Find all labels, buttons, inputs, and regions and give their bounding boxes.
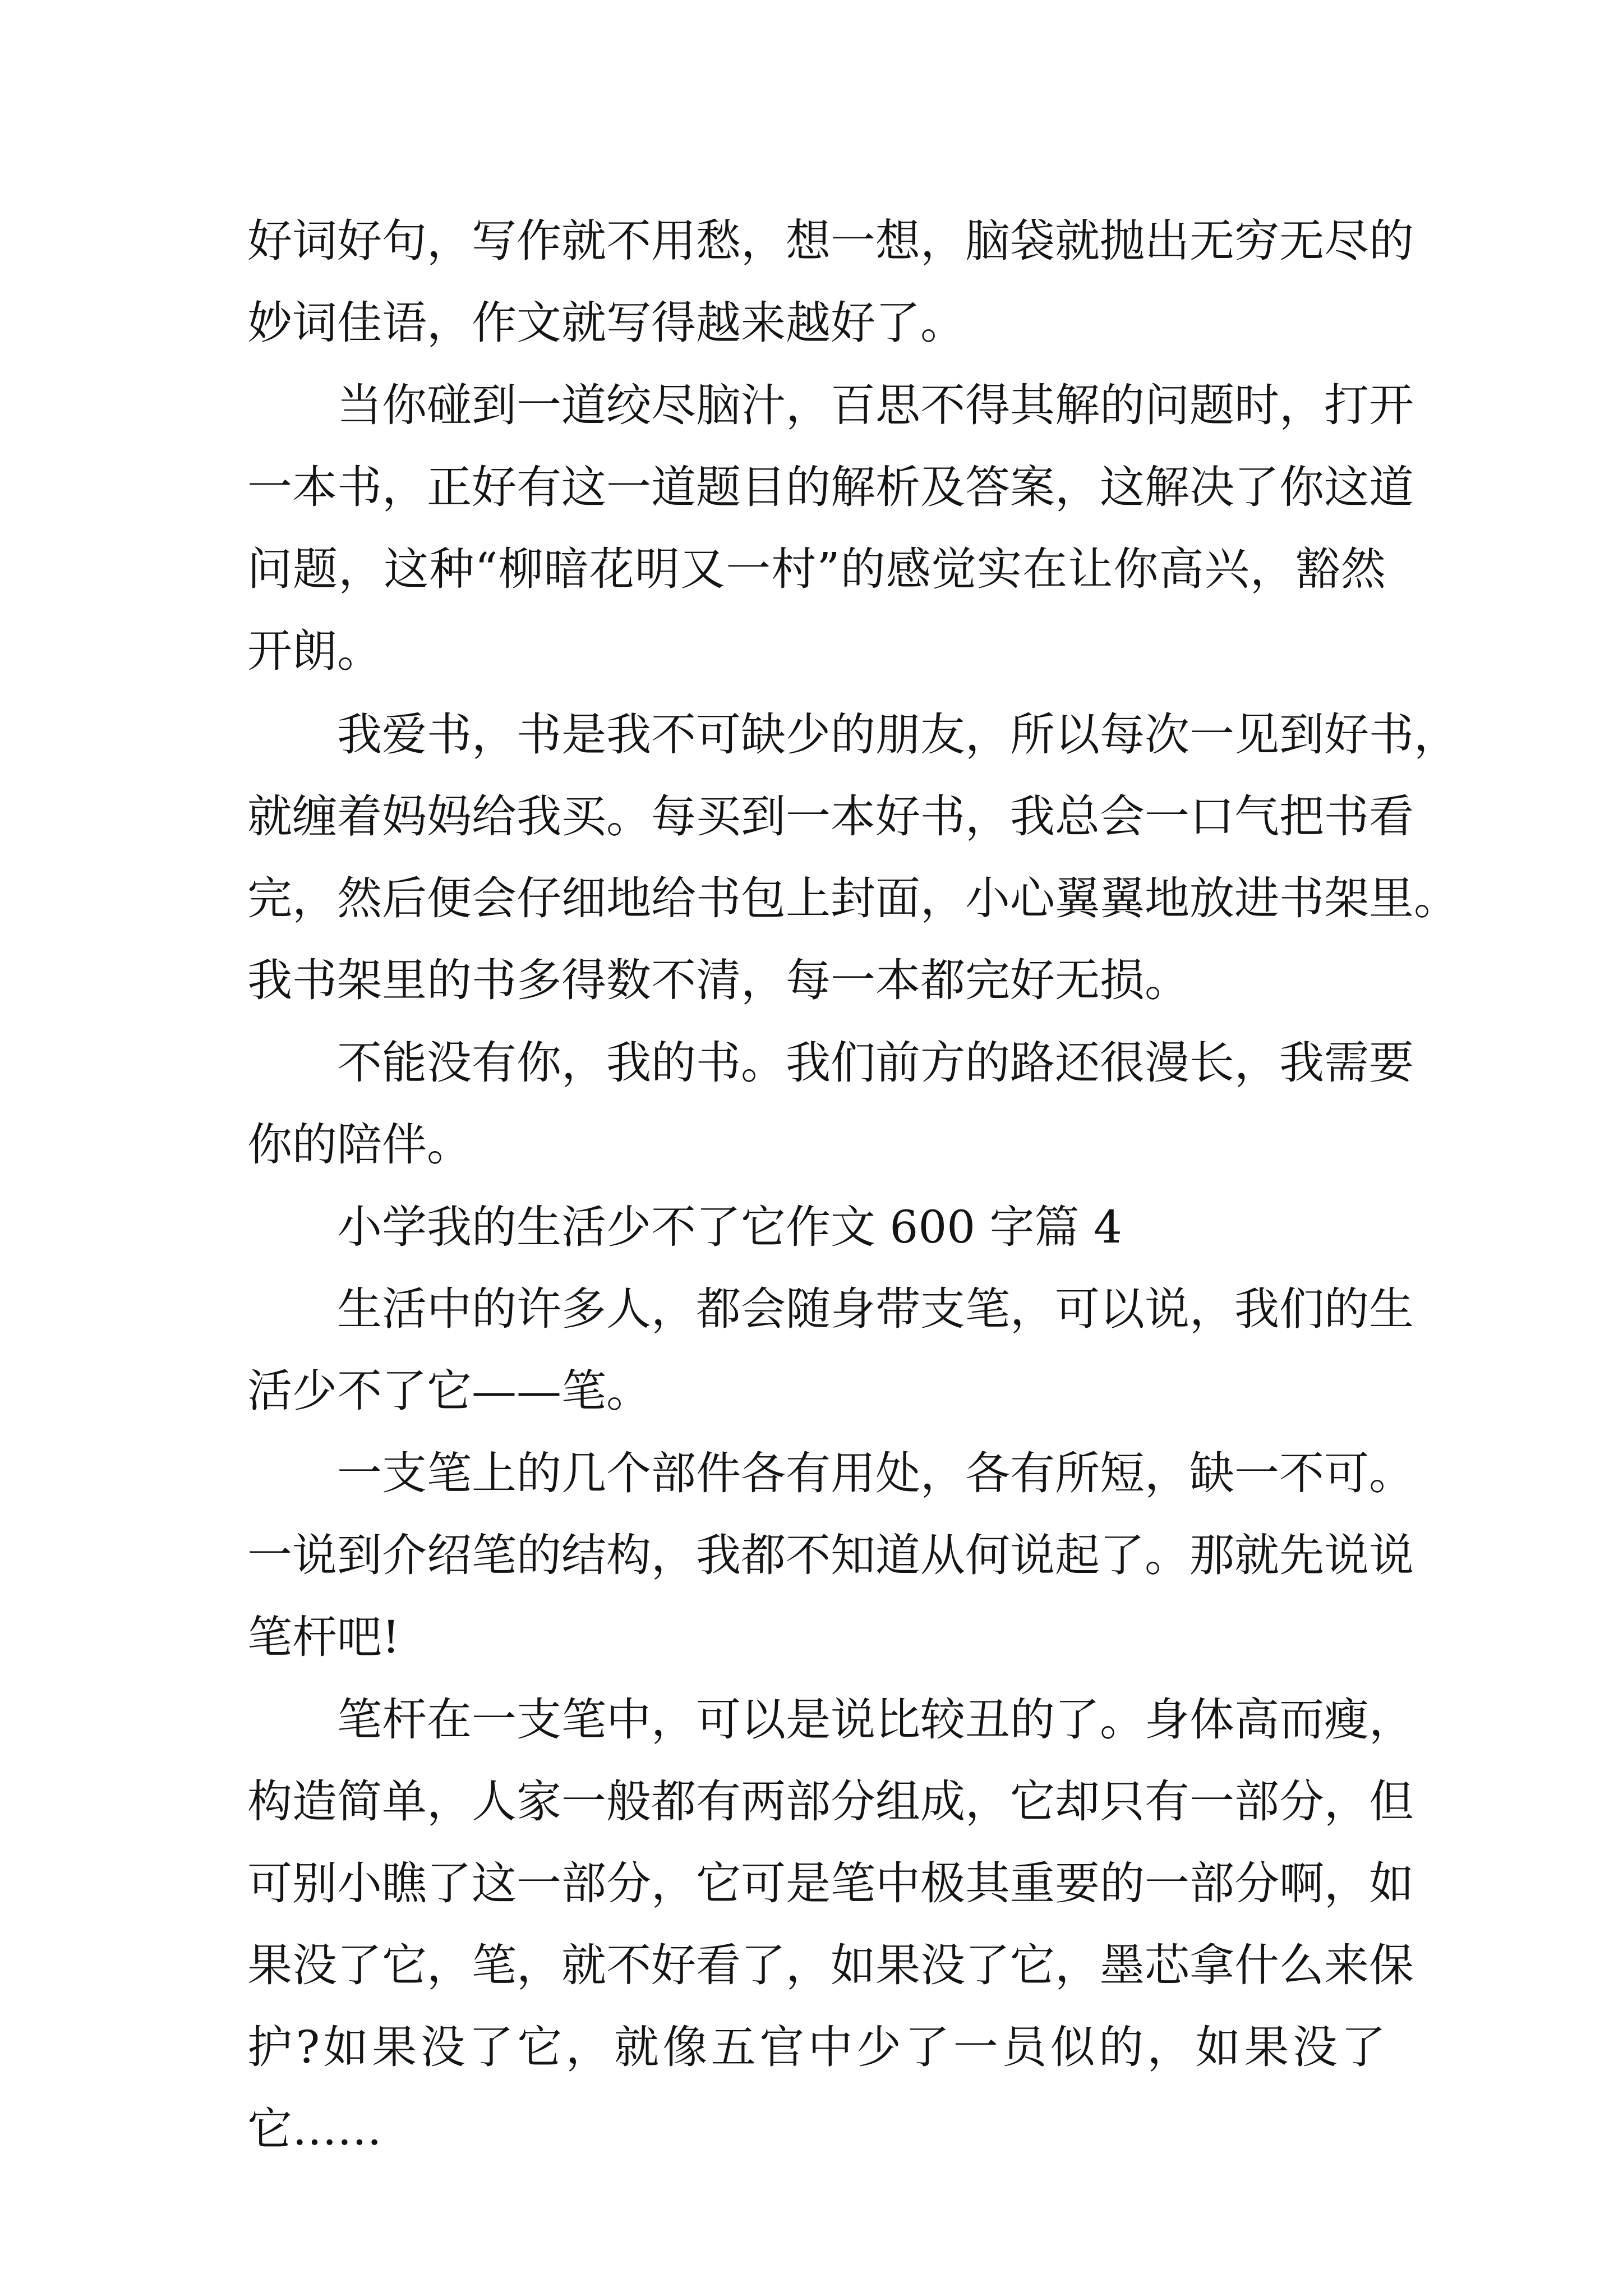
text-line: 一说到介绍笔的结构，我都不知道从何说起了。那就先说说 xyxy=(247,1529,1414,1581)
text-line: 果没了它，笔，就不好看了，如果没了它，墨芯拿什么来保 xyxy=(247,1939,1414,1991)
text-line: 生活中的许多人，都会随身带支笔，可以说，我们的生 xyxy=(337,1283,1414,1335)
text-line: 笔杆吧! xyxy=(247,1611,400,1663)
text-line: 就缠着妈妈给我买。每买到一本好书，我总会一口气把书看 xyxy=(247,790,1414,843)
text-line: 你的陪伴。 xyxy=(247,1119,472,1171)
text-line: 构造简单，人家一般都有两部分组成，它却只有一部分，但 xyxy=(247,1775,1414,1828)
text-line: 一支笔上的几个部件各有用处，各有所短，缺一不可。 xyxy=(337,1447,1414,1499)
text-line: 活少不了它——笔。 xyxy=(247,1365,651,1417)
text-line: 妙词佳语，作文就写得越来越好了。 xyxy=(247,297,965,349)
text-line: 当你碰到一道绞尽脑汁，百思不得其解的问题时，打开 xyxy=(337,379,1414,431)
text-line: 问题，这种“柳暗花明又一村”的感觉实在让你高兴，豁然 xyxy=(247,543,1386,595)
text-line: 我爱书，书是我不可缺少的朋友，所以每次一见到好书， xyxy=(337,708,1459,761)
text-line: 好词好句，写作就不用愁，想一想，脑袋就抛出无穷无尽的 xyxy=(247,215,1414,267)
text-line: 开朗。 xyxy=(247,625,382,677)
text-line: 完，然后便会仔细地给书包上封面，小心翼翼地放进书架里。 xyxy=(247,872,1459,924)
text-line: 可别小瞧了这一部分，它可是笔中极其重要的一部分啊，如 xyxy=(247,1857,1414,1910)
text-line: 我书架里的书多得数不清，每一本都完好无损。 xyxy=(247,954,1189,1006)
text-line: 护?如果没了它，就像五官中少了一员似的，如果没了 xyxy=(247,2021,1386,2073)
text-line: 一本书，正好有这一道题目的解析及答案，这解决了你这道 xyxy=(247,461,1414,513)
text-line: 不能没有你，我的书。我们前方的路还很漫长，我需要 xyxy=(337,1037,1414,1089)
text-line: 它…… xyxy=(247,2103,382,2155)
section-heading: 小学我的生活少不了它作文 600 字篇 4 xyxy=(337,1201,1122,1253)
text-line: 笔杆在一支笔中，可以是说比较丑的了。身体高而瘦， xyxy=(337,1694,1414,1746)
